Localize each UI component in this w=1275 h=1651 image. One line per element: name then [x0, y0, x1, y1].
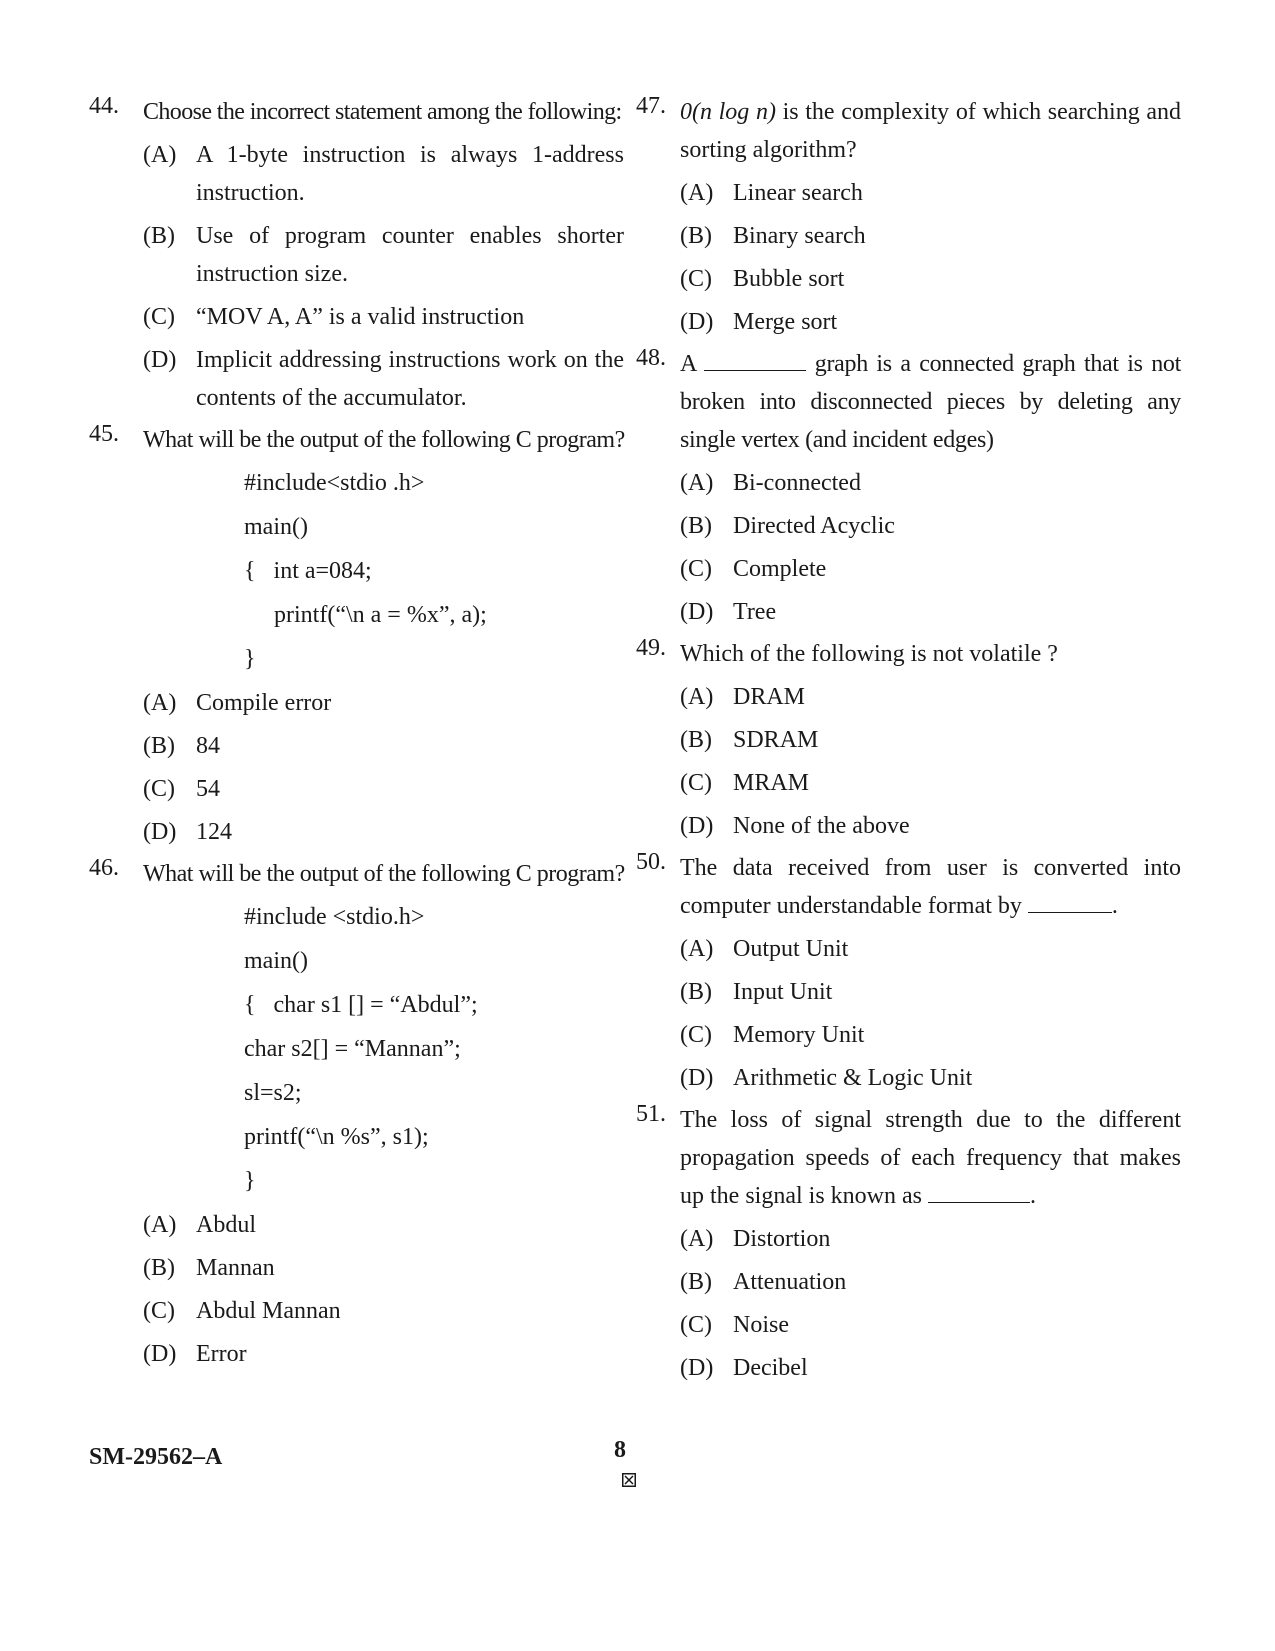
option-label: (A)	[680, 180, 714, 206]
code-line: { char s1 [] = “Abdul”;	[244, 992, 478, 1018]
option-text: A 1-byte instruction is always 1-address instruction.	[196, 142, 624, 206]
question-text: What will be the output of the following C program?	[143, 861, 625, 887]
question-44	[89, 93, 624, 417]
option-label: (B)	[143, 733, 175, 759]
question-number: 46.	[89, 855, 119, 881]
option-text: Arithmetic & Logic Unit	[733, 1065, 973, 1091]
option-text: Directed Acyclic	[733, 513, 895, 539]
option-label: (D)	[143, 819, 177, 845]
question-text	[680, 345, 1181, 459]
question-text: Choose the incorrect statement among the following:	[143, 99, 622, 125]
option-d	[680, 1349, 1181, 1387]
code-line: sl=s2;	[244, 1080, 302, 1106]
option-label: (A)	[680, 1226, 714, 1252]
option-label: (C)	[680, 1022, 712, 1048]
code-line: }	[244, 646, 256, 672]
option-text: Attenuation	[733, 1269, 847, 1295]
question-text-rest: graph is a connected graph that is not broken into disconnected pieces by deleting any single vertex (and incident edges)	[680, 351, 1181, 453]
option-d	[143, 813, 624, 851]
option-label: (C)	[680, 556, 712, 582]
option-text: DRAM	[733, 684, 806, 710]
option-text: “MOV A, A” is a valid instruction	[196, 304, 525, 330]
option-text: Noise	[733, 1312, 789, 1338]
question-text	[680, 93, 1181, 169]
option-text: Bi-connected	[733, 470, 861, 496]
option-c	[680, 550, 1181, 588]
option-label: (D)	[680, 599, 714, 625]
option-text: Memory Unit	[733, 1022, 865, 1048]
option-text: 124	[196, 819, 232, 845]
question-48	[636, 345, 1181, 631]
answer-blank	[704, 348, 806, 371]
option-a	[143, 1206, 624, 1244]
option-text: Abdul Mannan	[196, 1298, 341, 1324]
option-a	[680, 1220, 1181, 1258]
question-number: 44.	[89, 93, 119, 119]
code-block	[143, 464, 624, 678]
question-text-end: .	[1029, 1183, 1036, 1209]
option-c	[143, 770, 624, 808]
option-d	[680, 593, 1181, 631]
option-text: MRAM	[733, 770, 810, 796]
option-d	[680, 807, 1181, 845]
code-line: #include<stdio .h>	[244, 470, 425, 496]
option-text: None of the above	[733, 813, 910, 839]
question-number: 50.	[636, 849, 666, 875]
question-text: Which of the following is not volatile ?	[680, 641, 1058, 667]
code-block	[143, 898, 624, 1200]
option-b	[143, 727, 624, 765]
question-text	[680, 1101, 1181, 1215]
code-line: char s2[] = “Mannan”;	[244, 1036, 461, 1062]
option-label: (A)	[680, 470, 714, 496]
complexity-prefix: 0(	[680, 99, 700, 125]
question-number: 47.	[636, 93, 666, 119]
question-number: 45.	[89, 421, 119, 447]
left-column	[89, 93, 624, 1373]
option-text: 54	[196, 776, 220, 802]
complexity-log: log	[712, 99, 756, 125]
option-label: (B)	[680, 727, 712, 753]
option-label: (C)	[143, 304, 175, 330]
question-text-end: .	[1111, 893, 1118, 919]
option-text: Decibel	[733, 1355, 808, 1381]
question-49	[636, 635, 1181, 845]
option-label: (D)	[680, 813, 714, 839]
option-label: (A)	[680, 684, 714, 710]
option-label: (A)	[143, 690, 177, 716]
option-text: Linear search	[733, 180, 863, 206]
option-b	[680, 973, 1181, 1011]
question-51	[636, 1101, 1181, 1387]
option-label: (B)	[143, 1255, 175, 1281]
option-text: SDRAM	[733, 727, 819, 753]
option-b	[143, 1249, 624, 1287]
crossed-box-icon	[622, 1473, 636, 1487]
option-b	[680, 507, 1181, 545]
option-b	[680, 217, 1181, 255]
question-50	[636, 849, 1181, 1097]
right-column	[636, 93, 1181, 1387]
option-text: Distortion	[733, 1226, 831, 1252]
option-d	[680, 303, 1181, 341]
question-47	[636, 93, 1181, 341]
answer-blank	[928, 1180, 1030, 1203]
option-label: (D)	[680, 1065, 714, 1091]
question-number: 48.	[636, 345, 666, 371]
option-a	[680, 464, 1181, 502]
question-text-start: The data received from user is converted into computer understandable format by	[680, 855, 1181, 919]
option-c	[680, 1016, 1181, 1054]
question-46	[89, 855, 624, 1373]
option-label: (A)	[680, 936, 714, 962]
option-label: (B)	[680, 223, 712, 249]
question-text	[680, 849, 1181, 925]
option-text: Input Unit	[733, 979, 833, 1005]
question-number: 49.	[636, 635, 666, 661]
option-d	[143, 1335, 624, 1373]
option-label: (D)	[143, 1341, 177, 1367]
option-text: Compile error	[196, 690, 332, 716]
option-b	[143, 217, 624, 293]
option-text: Merge sort	[733, 309, 838, 335]
option-text: Binary search	[733, 223, 866, 249]
option-label: (B)	[143, 223, 175, 249]
option-c	[143, 1292, 624, 1330]
option-a	[680, 930, 1181, 968]
option-c	[143, 298, 624, 336]
option-label: (D)	[143, 347, 177, 373]
option-text: Abdul	[196, 1212, 256, 1238]
option-text: Implicit addressing instructions work on the contents of the accumulator.	[196, 347, 624, 411]
question-text: What will be the output of the following C program?	[143, 427, 625, 453]
option-label: (C)	[680, 770, 712, 796]
question-number: 51.	[636, 1101, 666, 1127]
option-a	[143, 684, 624, 722]
option-c	[680, 764, 1181, 802]
page-number: 8	[614, 1437, 626, 1463]
code-line: { int a=084;	[244, 558, 372, 584]
option-text: 84	[196, 733, 220, 759]
option-text: Use of program counter enables shorter instruction size.	[196, 223, 624, 287]
option-text: Tree	[733, 599, 777, 625]
option-label: (B)	[680, 513, 712, 539]
paper-code: SM-29562–A	[89, 1444, 223, 1470]
option-label: (C)	[143, 776, 175, 802]
code-line: printf(“\n %s”, s1);	[244, 1124, 429, 1150]
complexity-suffix: n)	[755, 99, 776, 125]
option-text: Output Unit	[733, 936, 849, 962]
option-label: (A)	[143, 142, 177, 168]
option-text: Bubble sort	[733, 266, 845, 292]
option-text: Mannan	[196, 1255, 275, 1281]
option-d	[680, 1059, 1181, 1097]
option-label: (C)	[680, 266, 712, 292]
option-c	[680, 260, 1181, 298]
option-label: (A)	[143, 1212, 177, 1238]
option-label: (C)	[143, 1298, 175, 1324]
option-b	[680, 721, 1181, 759]
answer-blank	[1028, 890, 1112, 913]
code-line: #include <stdio.h>	[244, 904, 425, 930]
option-label: (D)	[680, 309, 714, 335]
code-line: printf(“\n a = %x”, a);	[244, 602, 487, 628]
option-a	[680, 174, 1181, 212]
option-a	[143, 136, 624, 212]
question-text-start: A	[680, 351, 705, 377]
question-text-start: The loss of signal strength due to the different propagation speeds of each frequency that makes up the signal is known as	[680, 1107, 1181, 1209]
code-line: main()	[244, 948, 308, 974]
option-text: Complete	[733, 556, 827, 582]
option-d	[143, 341, 624, 417]
question-text-rest: is the complexity of which searching and sorting algorithm?	[680, 99, 1181, 163]
option-label: (B)	[680, 1269, 712, 1295]
option-label: (C)	[680, 1312, 712, 1338]
code-line: main()	[244, 514, 308, 540]
option-a	[680, 678, 1181, 716]
option-text: Error	[196, 1341, 247, 1367]
code-line: }	[244, 1168, 256, 1194]
option-label: (B)	[680, 979, 712, 1005]
question-45	[89, 421, 624, 851]
option-label: (D)	[680, 1355, 714, 1381]
option-c	[680, 1306, 1181, 1344]
complexity-var-n: n	[700, 99, 712, 125]
option-b	[680, 1263, 1181, 1301]
